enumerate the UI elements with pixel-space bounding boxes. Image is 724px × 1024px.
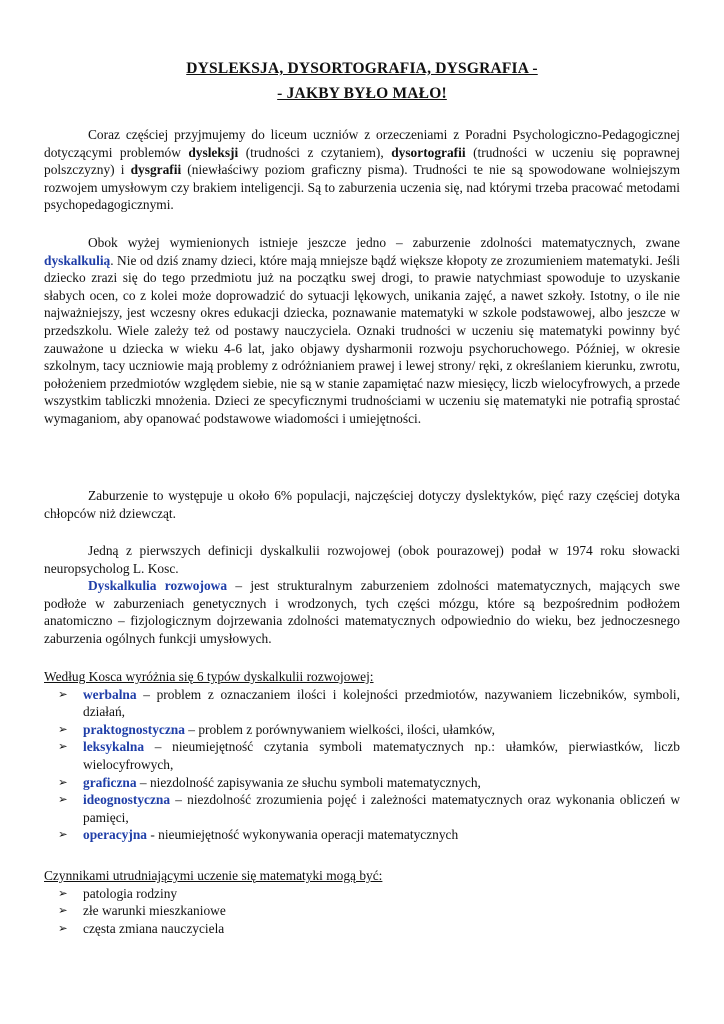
paragraph-dyskalkulia [44,234,680,428]
arrow-bullet-icon: ➢ [58,827,68,842]
text-segment: – jest strukturalnym zaburzeniem zdolności matematycznych, mających swe podłoże w zaburzeniach genetycznych i wrodzonych, tych części mózgu, które są bezpośrednim podłożem anatomiczno – fizjologicznym dojrzewania zdolności matematycznych odpowiednio do wieku, bez jednoczesnego zaburzenia ogólnych funkcji umysłowych. [44,578,680,646]
type-description: – problem z porównywaniem wielkości, ilości, ułamków, [184,721,495,737]
list-item [44,774,680,792]
type-term: operacyjna [83,827,147,843]
type-description: – problem z oznaczaniem ilości i kolejności przedmiotów, nazywaniem liczebników, symboli, działań, [83,686,680,720]
type-term: praktognostyczna [83,721,185,737]
paragraph-occurrence-text: Zaburzenie to występuje u około 6% populacji, najczęściej dotyczy dyslektyków, pięć razy częściej dotyka chłopców niż dziewcząt. [44,488,680,521]
type-description: - nieumiejętność wykonywania operacji matematycznych [146,827,459,843]
arrow-bullet-icon: ➢ [58,792,68,807]
list-item [44,826,680,844]
types-section [44,668,680,844]
text-segment: (trudności z czytaniem), [238,144,392,160]
term-dyskalkulia-rozwojowa: Dyskalkulia rozwojowa [88,578,228,593]
text-segment: Coraz częściej przyjmujemy do liceum uczniów z orzeczeniami z Poradni Psychologiczno-Pedagogicznej dotyczącymi problemów [44,127,680,160]
list-item [44,920,680,938]
list-item [44,885,680,903]
paragraph-definition-source [44,542,680,577]
list-item [44,902,680,920]
term-dysortografii: dysortografii [391,144,466,160]
arrow-bullet-icon: ➢ [58,721,68,736]
text-segment: . Nie od dziś znamy dzieci, które mają mniejsze bądź większe kłopoty ze zrozumieniem matematyki. Jeśli dziecko zrazi się do tego przedmiotu już na początku swej drogi, to prawie natychmiast spowoduje to uzyskanie słabych ocen, co z kolei może doprowadzić do sytuacji lękowych, unikania zajęć, a nawet szkoły. Istotny, o ile nie najważniejszy, jest wczesny okres edukacji dziecka, poznawanie matematyki w szkole podstawowej, albo jeszcze w przedszkolu. Wiele zależy też od postawy nauczyciela. Oznaki trudności w uczeniu się matematyki powinny być zauważone u dziecka w wieku 4-6 lat, jako objawy dysharmonii rozwoju psychoruchowego. Później, w okresie szkolnym, tacy uczniowie mają problemy z odróżnianiem prawej i lewej strony/ ręki, z określaniem kierunku, zwrotu, położeniem przedmiotów względem siebie, nie są w stanie zapamiętać nazw miesięcy, liczb wielocyfrowych, a przede wszystkim tabliczki mnożenia. Dzieci ze specyficznymi trudnościami w uczeniu się matematyki nie potrafią sprostać wymaganiom, aby opanować podstawowe wiadomości i umiejętności. [44,252,680,426]
factors-heading: Czynnikami utrudniającymi uczenie się matematyki mogą być: [44,868,383,883]
type-description: – nieumiejętność czytania symboli matematycznych np.: ułamków, pierwiastków, liczb wielocyfrowych, [83,739,680,772]
list-item [44,738,680,773]
factor-text: patologia rodziny [83,885,178,901]
paragraph-occurrence [44,487,680,522]
factor-text: złe warunki mieszkaniowe [83,903,226,919]
arrow-bullet-icon: ➢ [58,903,68,918]
paragraph-dysleksja [44,126,680,214]
type-description: – niezdolność zapisywania ze słuchu symboli matematycznych, [136,774,481,790]
type-term: ideognostyczna [83,792,171,808]
type-description: – niezdolność zrozumienia pojęć i zależności matematycznych oraz wykonania obliczeń w pamięci, [83,792,680,825]
factor-text: częsta zmiana nauczyciela [83,920,225,936]
term-dysleksji: dysleksji [188,144,239,160]
text-segment: Obok wyżej wymienionych istnieje jeszcze jedno – zaburzenie zdolności matematycznych, zwane [88,235,680,250]
arrow-bullet-icon: ➢ [58,774,68,789]
list-item [44,686,680,721]
factors-list [44,885,680,938]
arrow-bullet-icon: ➢ [58,739,68,754]
document-title-line1: DYSLEKSJA, DYSORTOGRAFIA, DYSGRAFIA - [186,60,538,77]
list-item [44,721,680,739]
type-term: werbalna [83,686,137,702]
factors-section [44,867,680,937]
types-list [44,686,680,844]
arrow-bullet-icon: ➢ [58,920,68,935]
type-term: leksykalna [83,739,145,755]
types-heading: Według Kosca wyróżnia się 6 typów dyskalkulii rozwojowej: [44,669,374,684]
document-title-line2: - JAKBY BYŁO MAŁO! [277,85,447,102]
arrow-bullet-icon: ➢ [58,686,68,701]
term-dyskalkulia: dyskalkulią [44,252,111,268]
text-segment: (niewłaściwy poziom graficzny pisma). Trudności te nie są spowodowane wolniejszym rozwojem umysłowym czy brakiem inteligencji. Są to zaburzenia uczenia się, nad którymi trzeba pracować metodami psychopedagogicznymi. [44,162,681,213]
paragraph-definition-source-text: Jedną z pierwszych definicji dyskalkulii rozwojowej (obok pourazowej) podał w 1974 roku słowacki neuropsycholog L. Kosc. [44,543,680,576]
list-item [44,791,680,826]
text-segment: (trudności w uczeniu się poprawnej polszczyzny) i [44,144,680,178]
arrow-bullet-icon: ➢ [58,885,68,900]
paragraph-definition [44,577,680,647]
type-term: graficzna [83,774,137,790]
term-dysgrafii: dysgrafii [130,162,182,178]
